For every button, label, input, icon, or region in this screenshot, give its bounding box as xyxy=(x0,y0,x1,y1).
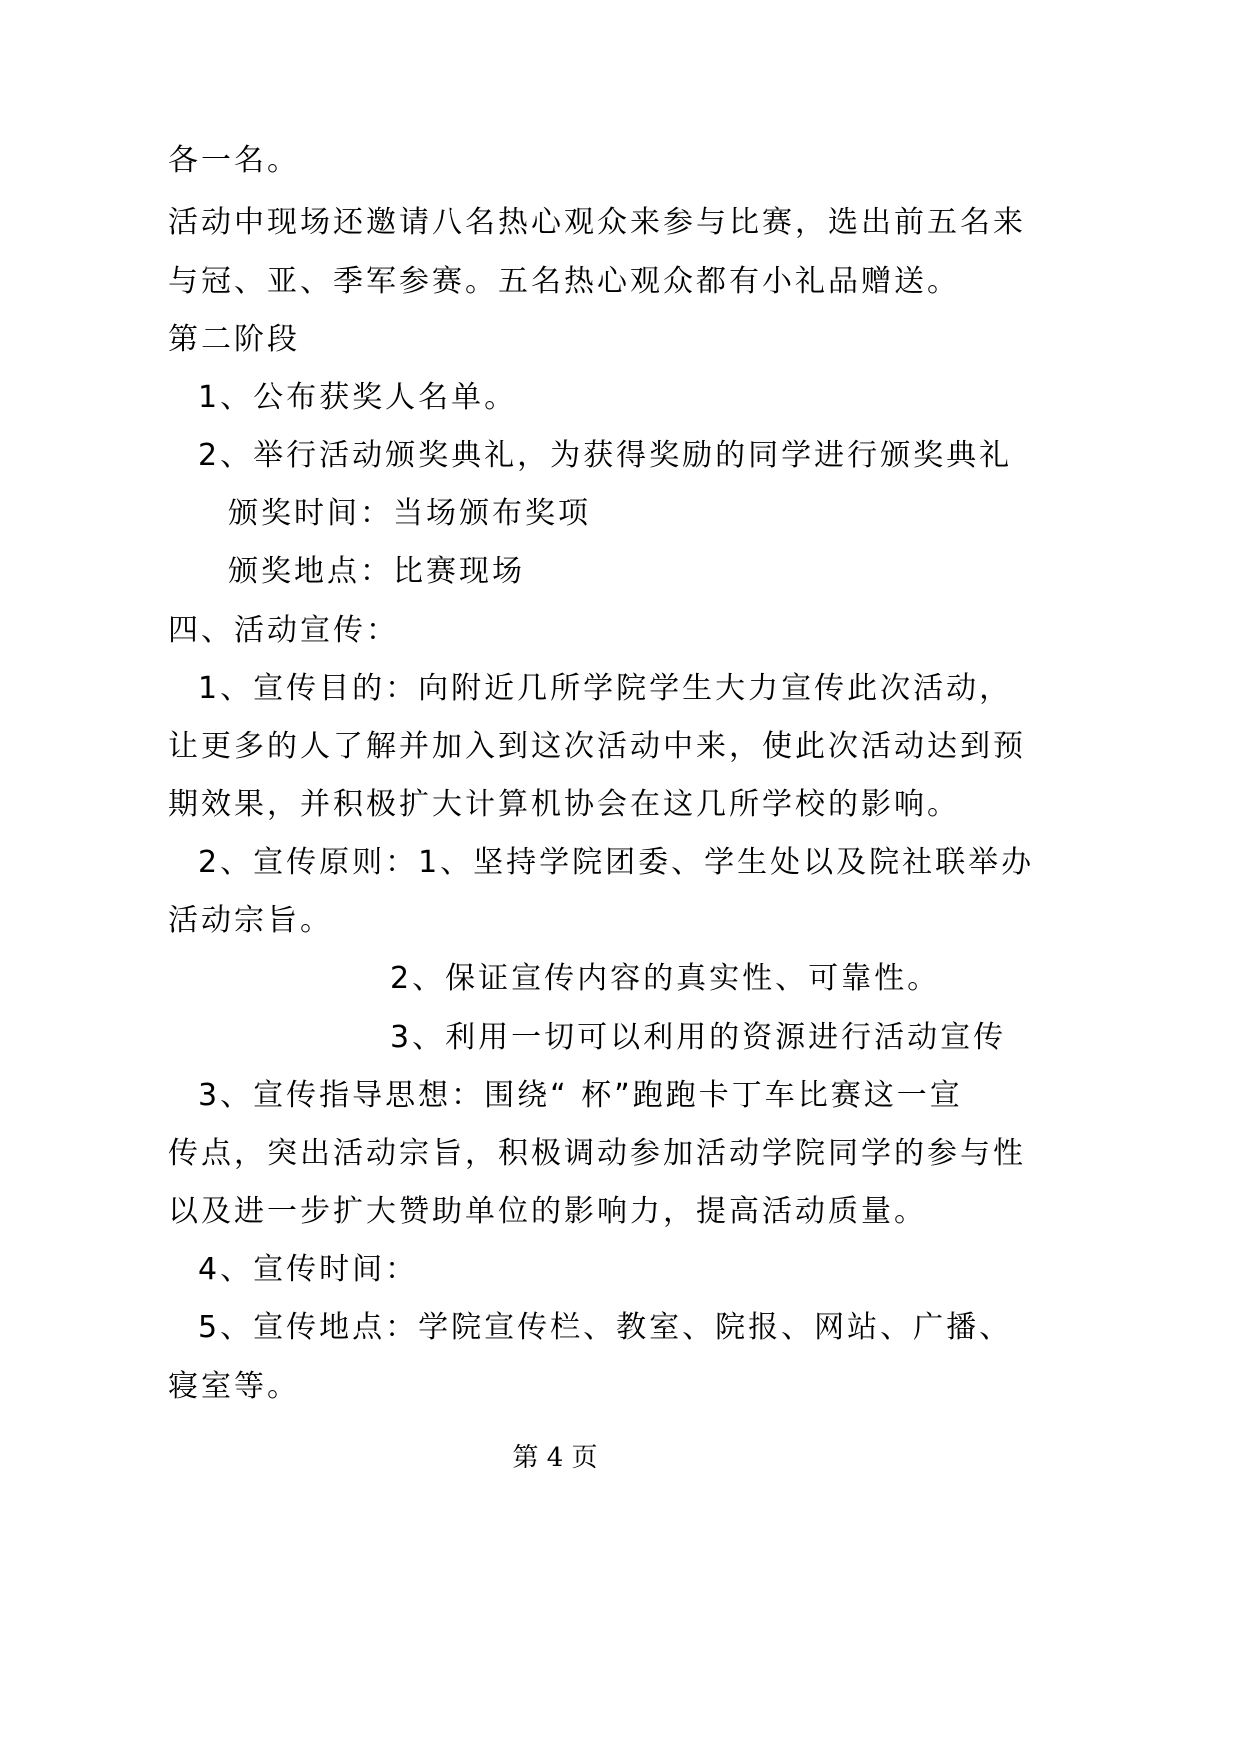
text-line: 以及进一步扩大赞助单位的影响力，提高活动质量。 xyxy=(168,1194,927,1229)
text-line: 寝室等。 xyxy=(168,1369,300,1404)
text-line: 期效果，并积极扩大计算机协会在这几所学校的影响。 xyxy=(168,787,960,822)
list-item: 3、利用一切可以利用的资源进行活动宣传 xyxy=(390,1020,1007,1055)
list-item: 1、公布获奖人名单。 xyxy=(198,380,518,415)
page-number: 第 4 页 xyxy=(512,1443,598,1473)
text-line: 传点，突出活动宗旨，积极调动参加活动学院同学的参与性 xyxy=(168,1136,1026,1171)
text-line: 活动中现场还邀请八名热心观众来参与比赛，选出前五名来 xyxy=(168,205,1026,240)
list-item: 5、宣传地点：学院宣传栏、教室、院报、网站、广播、 xyxy=(198,1310,1013,1345)
section-heading: 四、活动宣传： xyxy=(168,613,399,648)
list-item: 1、宣传目的：向附近几所学院学生大力宣传此次活动， xyxy=(198,671,1013,706)
text-line: 让更多的人了解并加入到这次活动中来，使此次活动达到预 xyxy=(168,729,1026,764)
list-item: 4、宣传时间： xyxy=(198,1252,419,1287)
text-line: 与冠、亚、季军参赛。五名热心观众都有小礼品赠送。 xyxy=(168,264,960,299)
text-line: 各一名。 xyxy=(168,143,300,178)
text-line: 颁奖时间：当场颁布奖项 xyxy=(228,496,591,531)
section-heading: 第二阶段 xyxy=(168,322,300,357)
list-item: 2、宣传原则：1、坚持学院团委、学生处以及院社联举办 xyxy=(198,845,1035,880)
list-item: 2、保证宣传内容的真实性、可靠性。 xyxy=(390,961,941,996)
text-line: 活动宗旨。 xyxy=(168,903,333,938)
text-line: 颁奖地点：比赛现场 xyxy=(228,554,525,589)
list-item: 2、举行活动颁奖典礼，为获得奖励的同学进行颁奖典礼 xyxy=(198,438,1013,473)
list-item: 3、宣传指导思想：围绕“ 杯”跑跑卡丁车比赛这一宣 xyxy=(198,1078,963,1113)
